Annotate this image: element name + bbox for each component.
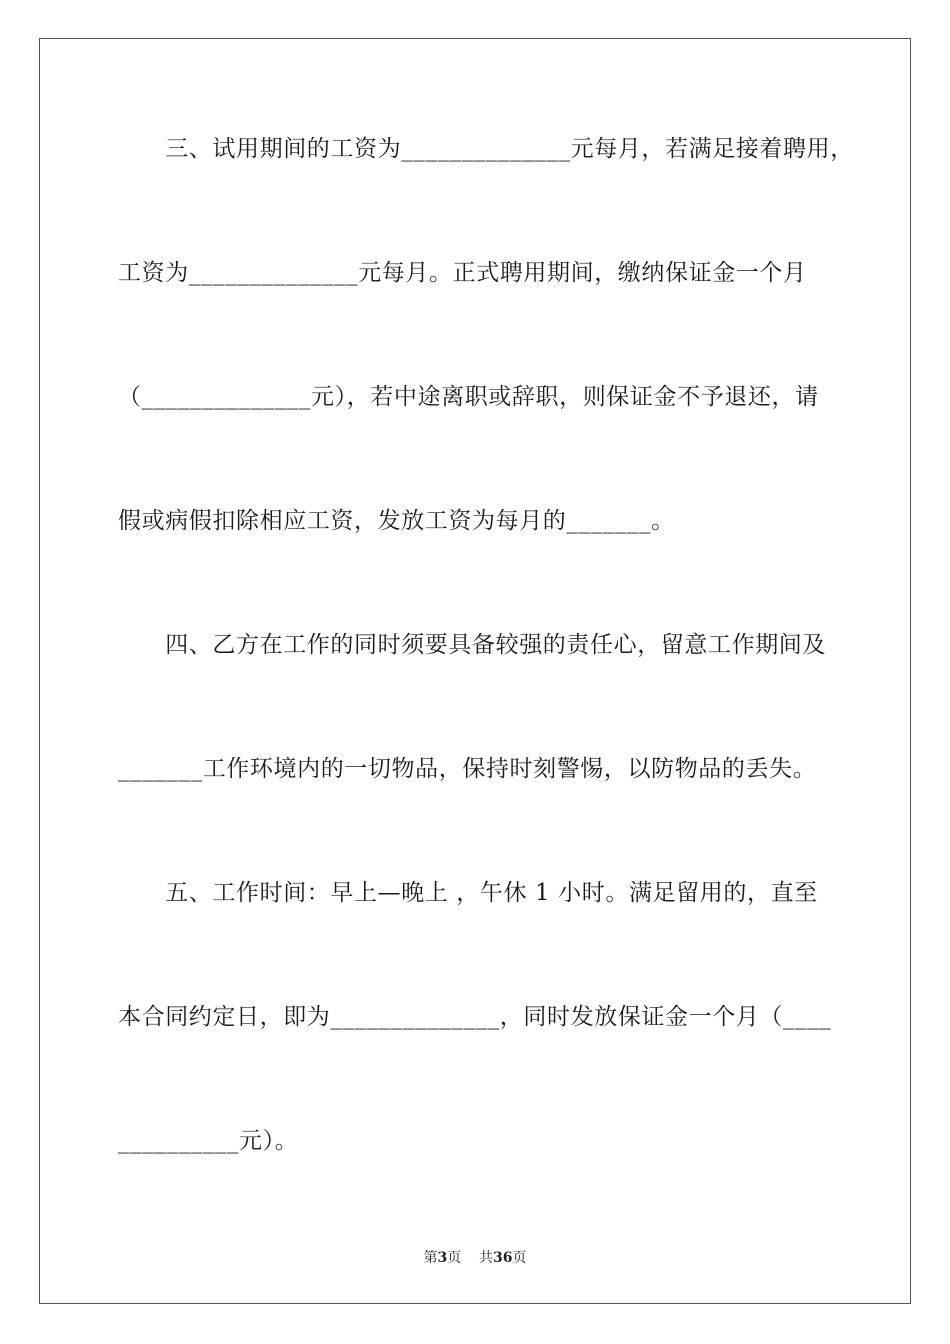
paragraph-4-line-1: 四、乙方在工作的同时须要具备较强的责任心，留意工作期间及 (118, 632, 826, 658)
total-pages: 36 (493, 1250, 513, 1266)
page-number: 3 (437, 1250, 448, 1266)
paragraph-3-line-2: 工资为______________元每月。正式聘用期间，缴纳保证金一个月 (118, 260, 807, 286)
paragraph-3-line-3: （______________元），若中途离职或辞职，则保证金不予退还，请 (118, 384, 819, 410)
total-suffix: 页 (512, 1250, 527, 1266)
paragraph-5-line-1: 五、工作时间：早上—晚上 ，午休 1 小时。满足留用的，直至 (118, 880, 818, 906)
paragraph-3-line-4: 假或病假扣除相应工资，发放工资为每月的_______。 (118, 508, 675, 534)
paragraph-3-line-1: 三、试用期间的工资为______________元每月，若满足接着聘用， (118, 136, 854, 162)
page-suffix: 页 (447, 1250, 462, 1266)
paragraph-5-line-2: 本合同约定日，即为______________，同时发放保证金一个月（____ (118, 1004, 832, 1030)
paragraph-4-line-2: _______工作环境内的一切物品，保持时刻警惕，以防物品的丢失。 (118, 756, 817, 782)
paragraph-5-line-3: __________元）。 (118, 1128, 299, 1154)
page-border (39, 38, 911, 1304)
page-prefix: 第 (423, 1250, 438, 1266)
page-footer (0, 1247, 950, 1267)
total-prefix: 共 (479, 1250, 494, 1266)
